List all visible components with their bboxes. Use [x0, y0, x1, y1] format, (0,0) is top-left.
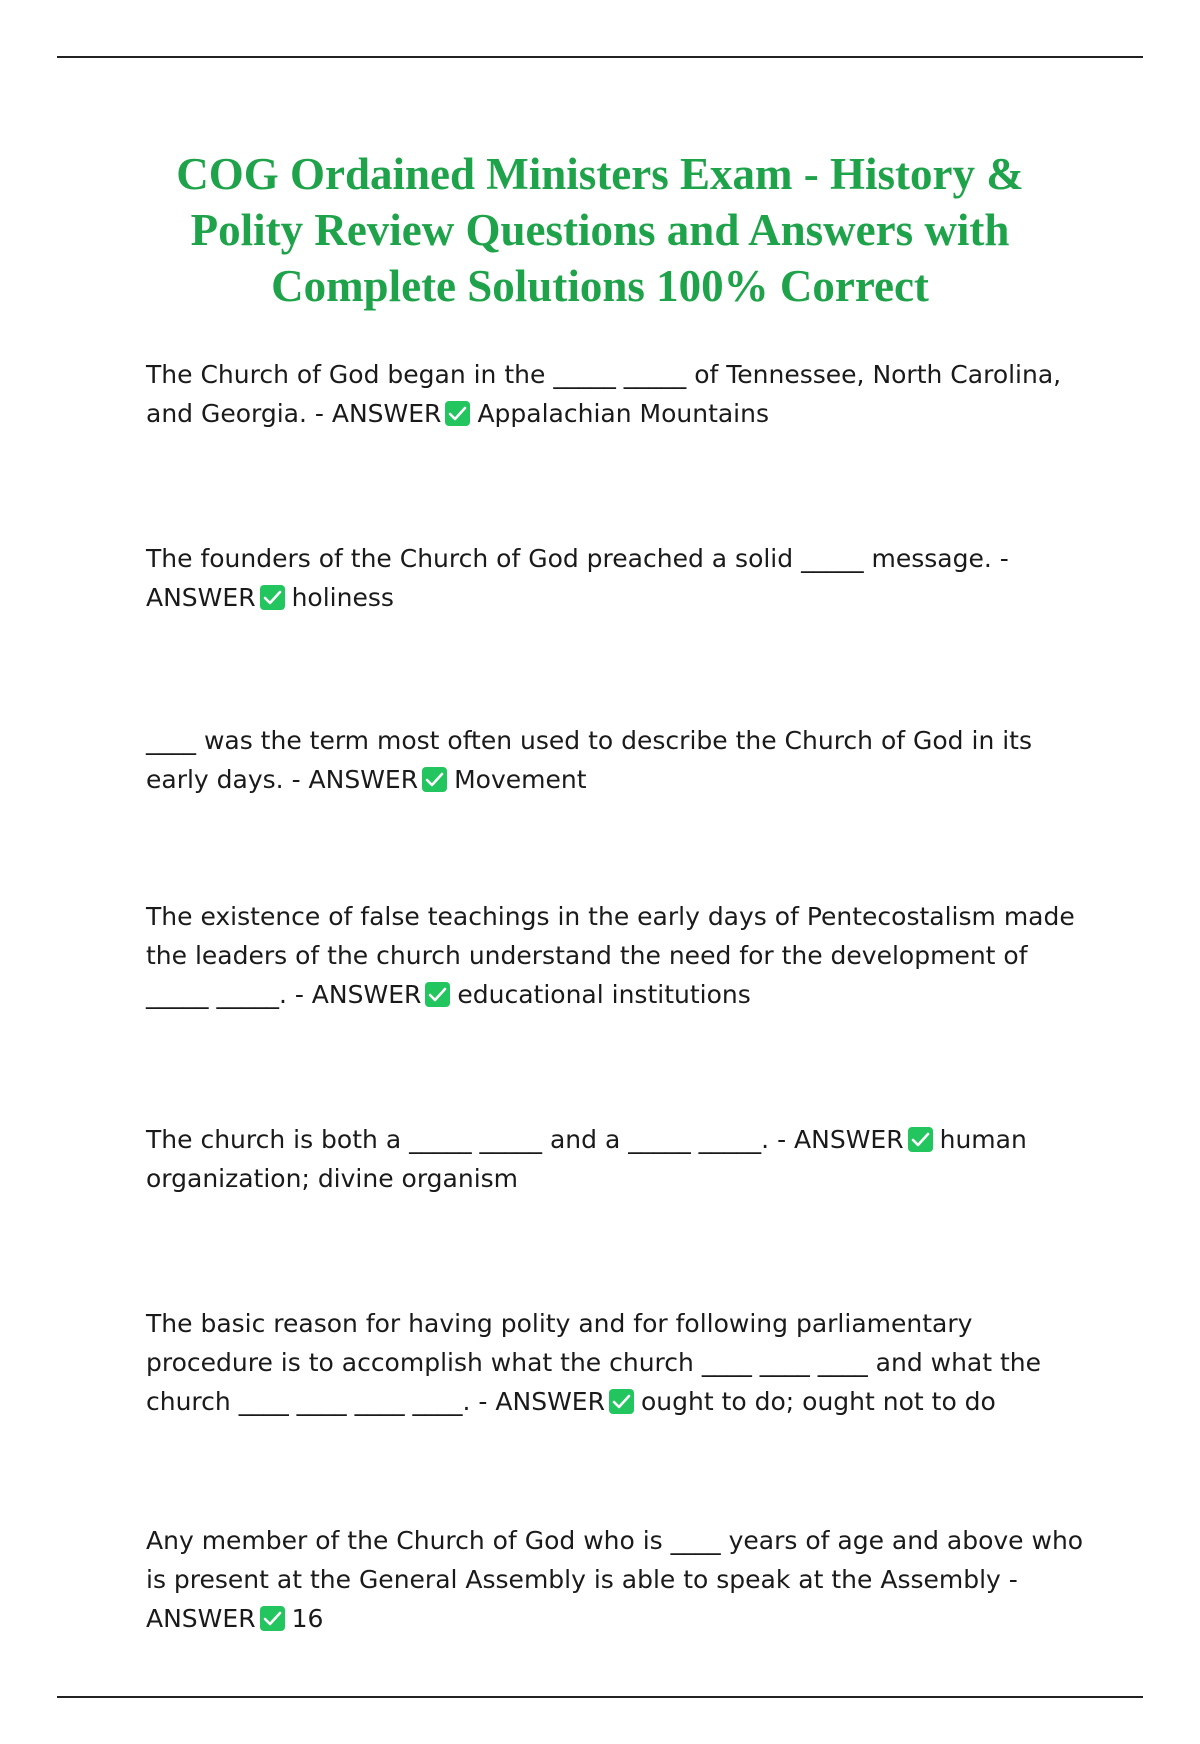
- answer-text: 16: [291, 1604, 324, 1633]
- qa-item-7: [146, 1521, 1096, 1638]
- top-rule: [57, 56, 1143, 58]
- qa-item-2: [146, 539, 1096, 617]
- document-title: COG Ordained Ministers Exam - History & Polity Review Questions and Answers with Complete Solutions 100% Correct: [176, 149, 1024, 311]
- check-icon: [422, 767, 447, 792]
- question-text: ____ was the term most often used to describe the Church of God in its early days. - ANSWER: [146, 726, 1033, 794]
- question-text: The church is both a _____ _____ and a _____ _____. - ANSWER: [146, 1125, 904, 1154]
- qa-item-4: [146, 897, 1096, 1014]
- question-text: Any member of the Church of God who is ____ years of age and above who is present at the General Assembly is able to speak at the Assembly - ANSWER: [146, 1526, 1084, 1633]
- question-text: The existence of false teachings in the early days of Pentecostalism made the leaders of the church understand the need for the development of _____ _____. - ANSWER: [146, 902, 1075, 1009]
- check-icon: [425, 982, 450, 1007]
- qa-item-6: [146, 1304, 1096, 1421]
- qa-item-1: [146, 355, 1096, 433]
- question-text: The basic reason for having polity and for following parliamentary procedure is to accomplish what the church ____ ____ ____ and what the church ____ ____ ____ ____. - ANSWER: [146, 1309, 1042, 1416]
- check-icon: [260, 585, 285, 610]
- check-icon: [445, 401, 470, 426]
- qa-item-3: [146, 721, 1096, 799]
- answer-text: educational institutions: [457, 980, 751, 1009]
- answer-text: human organization; divine organism: [146, 1125, 1027, 1193]
- bottom-rule: [57, 1696, 1143, 1698]
- answer-text: holiness: [291, 583, 394, 612]
- qa-list: [146, 355, 1096, 1744]
- question-text: The founders of the Church of God preached a solid _____ message. - ANSWER: [146, 544, 1009, 612]
- question-text: The Church of God began in the _____ _____ of Tennessee, North Carolina, and Georgia. - ANSWER: [146, 360, 1062, 428]
- check-icon: [908, 1127, 933, 1152]
- answer-text: Movement: [454, 765, 587, 794]
- check-icon: [609, 1389, 634, 1414]
- answer-text: ought to do; ought not to do: [640, 1387, 996, 1416]
- qa-item-5: [146, 1120, 1096, 1198]
- check-icon: [260, 1606, 285, 1631]
- answer-text: Appalachian Mountains: [477, 399, 770, 428]
